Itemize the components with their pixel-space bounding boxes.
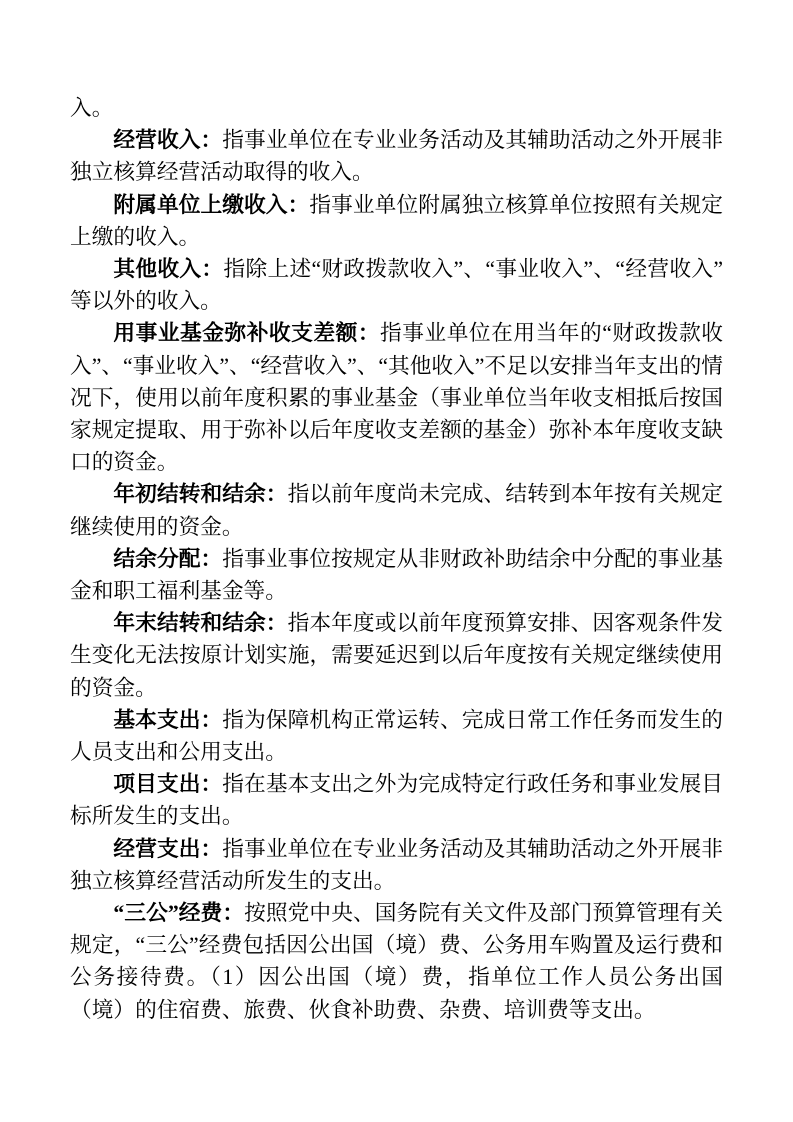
paragraph-affiliated-unit-income: [70, 189, 723, 253]
paragraph-continuation: [70, 92, 723, 124]
paragraph-three-public-funds: [70, 897, 723, 1026]
definition-text: 指事业单位附属独立核算单位按照有关规定上缴的收入。: [70, 192, 723, 249]
definition-term: 用事业基金弥补收支差额：: [113, 321, 381, 346]
paragraph-text: 入。: [70, 96, 114, 120]
definitions-text-block: [70, 92, 723, 1026]
paragraph-beginning-year-carryover: [70, 478, 723, 542]
definition-text: 指本年度或以前年度预算安排、因客观条件发生变化无法按原计划实施，需要延迟到以后年度按有关规定继续使用的资金。: [70, 611, 723, 700]
paragraph-operating-expenditure: [70, 833, 723, 897]
paragraph-fund-deficit-offset: [70, 317, 723, 478]
definition-term: 基本支出：: [113, 707, 223, 732]
definition-term: 经营收入：: [113, 128, 223, 153]
definition-term: 附属单位上缴收入：: [113, 192, 310, 217]
definition-text: 按照党中央、国务院有关文件及部门预算管理有关规定，“三公”经费包括因公出国（境）费、公务用车购置及运行费和公务接待费。（1）因公出国（境）费，指单位工作人员公务出国（境）的住宿费、旅费、伙食补助费、杂费、培训费等支出。: [70, 901, 723, 1022]
definition-term: 年末结转和结余：: [113, 611, 288, 636]
paragraph-other-income: [70, 253, 723, 317]
definition-text: 指事业单位在专业业务活动及其辅助活动之外开展非独立核算经营活动所发生的支出。: [70, 836, 723, 893]
definition-text: 指事业单位在用当年的“财政拨款收入”、“事业收入”、“经营收入”、“其他收入”不足以安排当年支出的情况下，使用以前年度积累的事业基金（事业单位当年收支相抵后按国家规定提取、用于弥补以后年度收支差额的基金）弥补本年度收支缺口的资金。: [70, 321, 723, 475]
definition-term: 其他收入：: [113, 257, 224, 282]
definition-text: 指事业单位在专业业务活动及其辅助活动之外开展非独立核算经营活动取得的收入。: [70, 128, 723, 185]
definition-text: 指事业事位按规定从非财政补助结余中分配的事业基金和职工福利基金等。: [70, 546, 723, 604]
definition-term: 结余分配：: [113, 546, 223, 571]
definition-term: 经营支出：: [113, 836, 223, 861]
definition-term: 年初结转和结余：: [113, 482, 288, 507]
paragraph-basic-expenditure: [70, 704, 723, 768]
definition-text: 指除上述“财政拨款收入”、“事业收入”、“经营收入”等以外的收入。: [70, 257, 723, 314]
definition-text: 指以前年度尚未完成、结转到本年按有关规定继续使用的资金。: [70, 482, 723, 539]
paragraph-project-expenditure: [70, 768, 723, 832]
paragraph-operating-income: [70, 124, 723, 188]
paragraph-surplus-distribution: [70, 543, 723, 607]
paragraph-year-end-carryover: [70, 607, 723, 704]
definition-text: 指在基本支出之外为完成特定行政任务和事业发展目标所发生的支出。: [70, 772, 723, 829]
definition-term: 项目支出：: [113, 772, 223, 797]
definition-text: 指为保障机构正常运转、完成日常工作任务而发生的人员支出和公用支出。: [70, 707, 723, 765]
definition-term: “三公”经费：: [113, 901, 245, 926]
